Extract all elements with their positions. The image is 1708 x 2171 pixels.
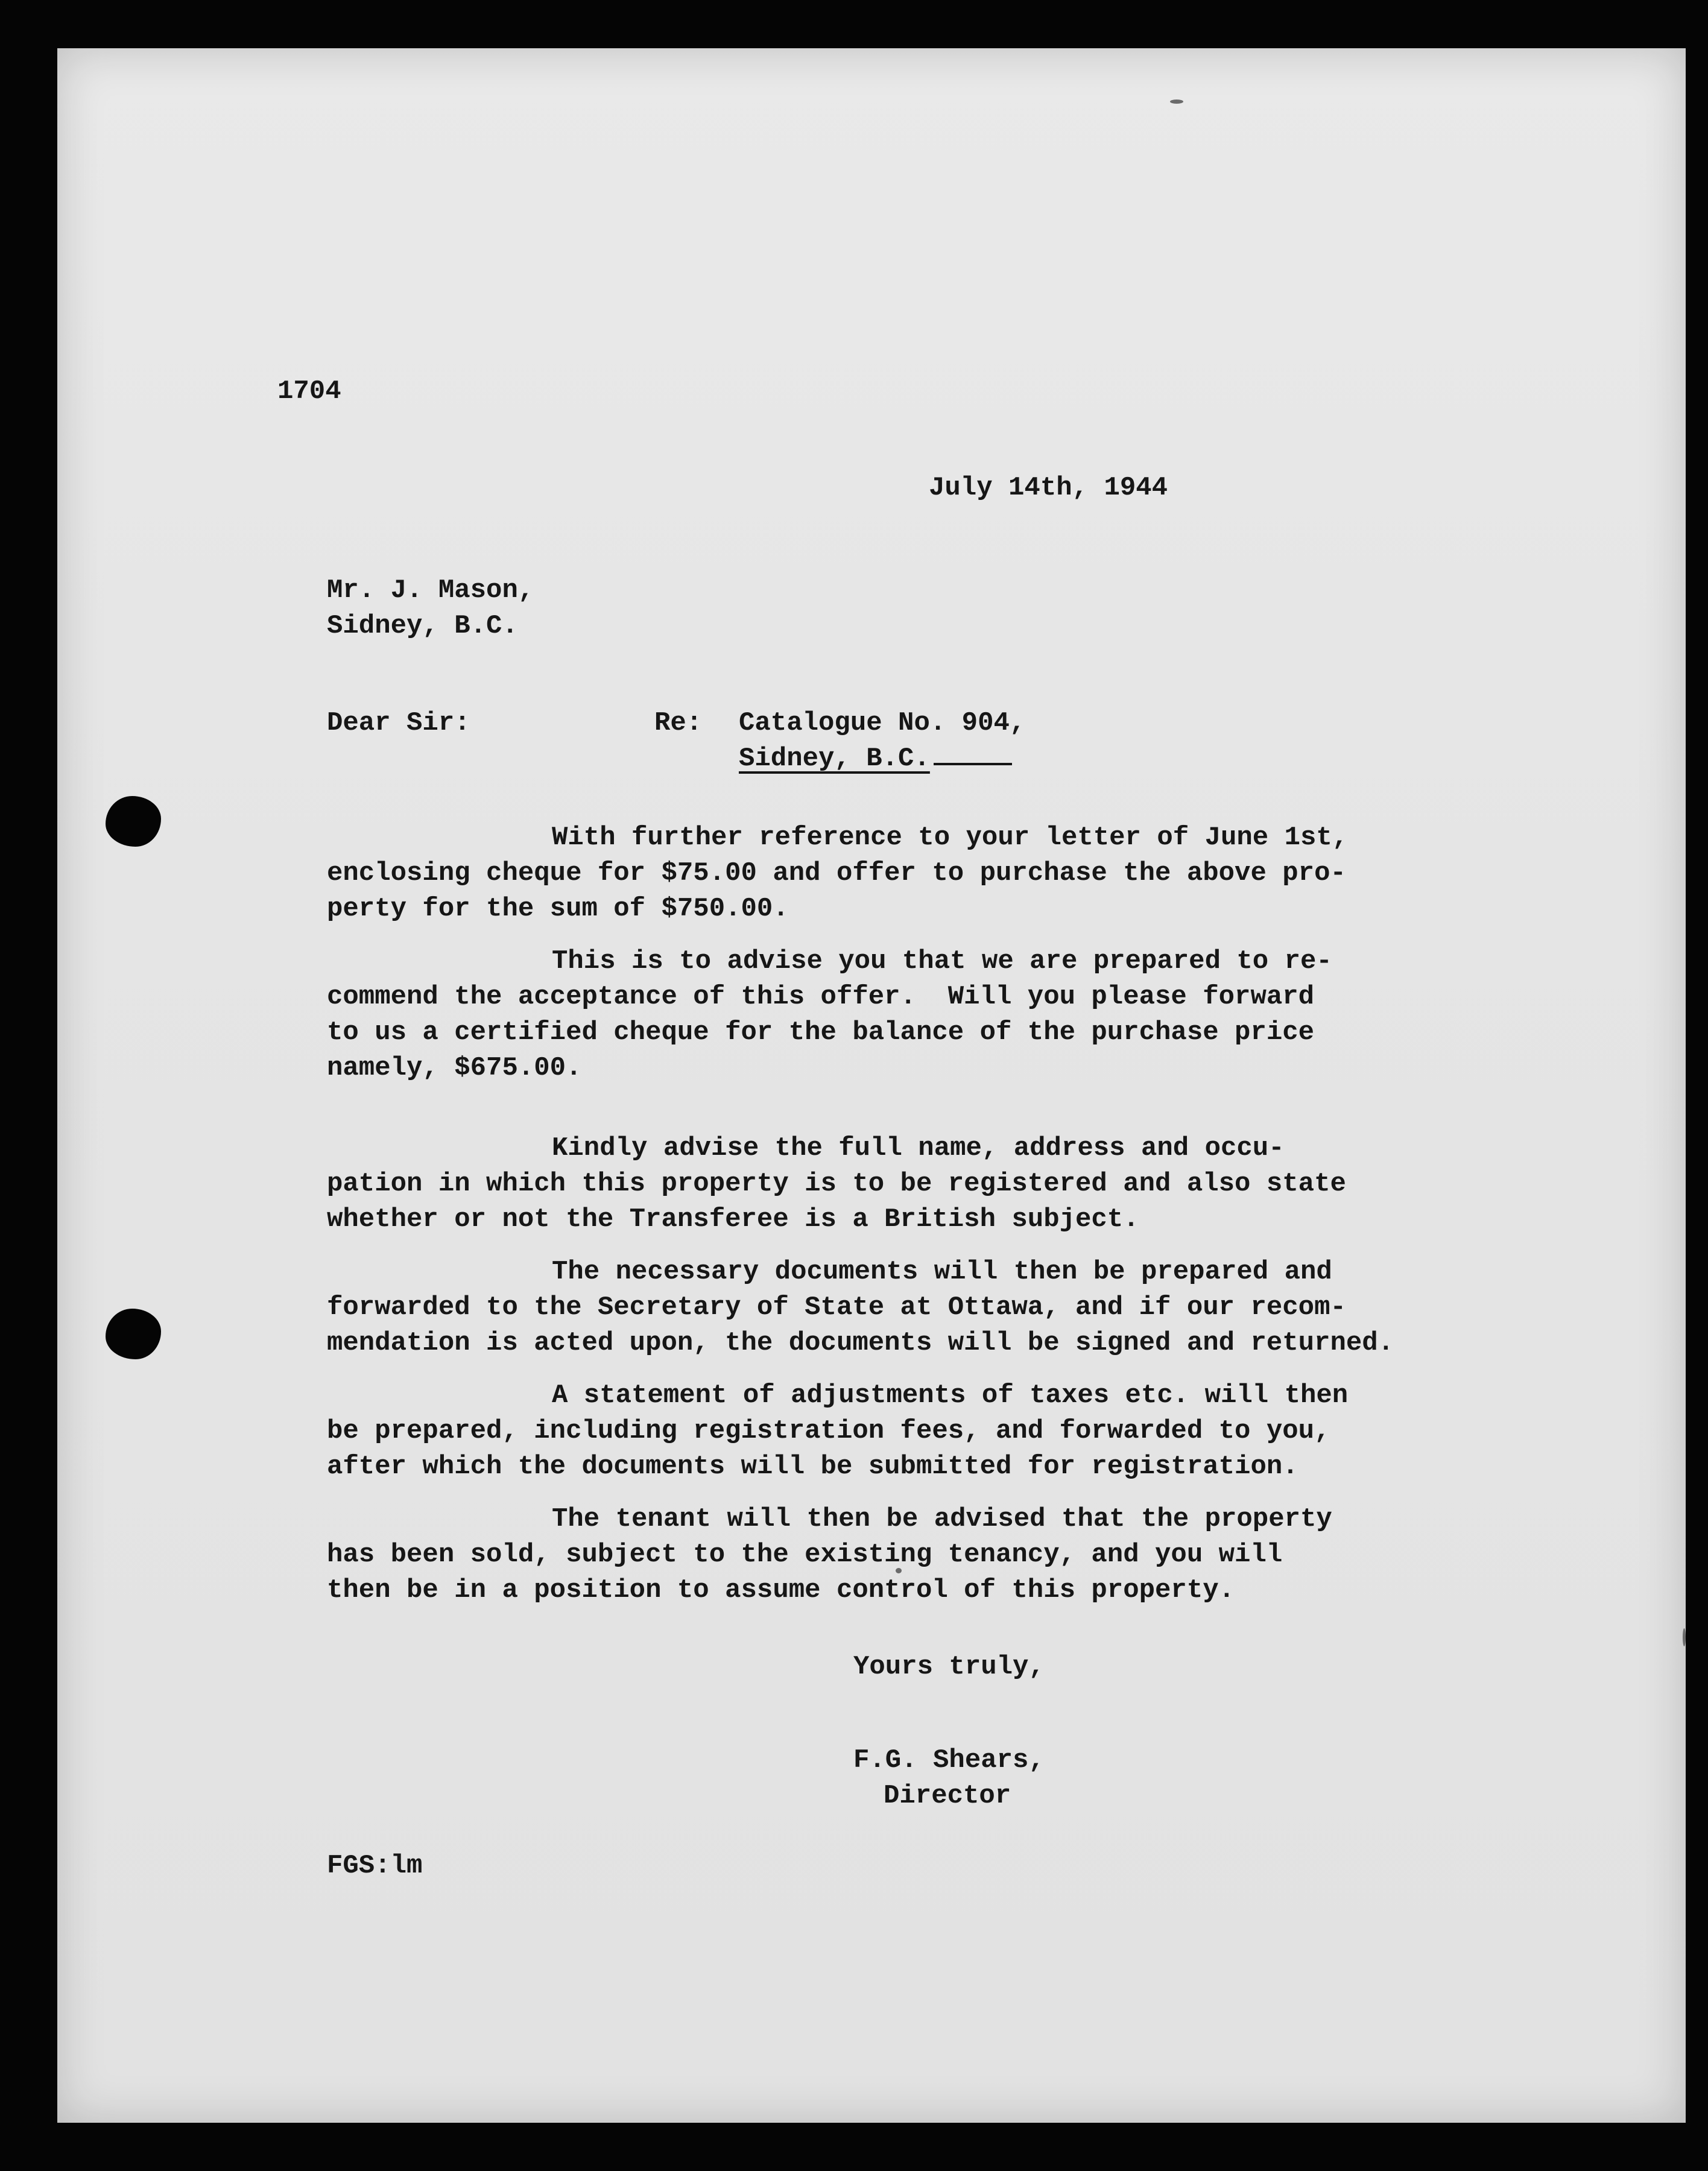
signatory-name: F.G. Shears, [853, 1745, 1045, 1775]
paragraph-4-line-3: mendation is acted upon, the documents will be signed and returned. [327, 1328, 1394, 1358]
punch-hole-top [106, 796, 161, 847]
file-number: 1704 [277, 376, 341, 406]
salutation: Dear Sir: [327, 708, 470, 738]
subject-catalogue: Catalogue No. 904, [739, 708, 1026, 738]
paragraph-6-line-3: then be in a position to assume control of this property. [327, 1575, 1235, 1605]
paper-speck [1683, 1628, 1686, 1646]
paragraph-3-line-2: pation in which this property is to be registered and also state [327, 1169, 1346, 1199]
letter-page [57, 48, 1686, 2123]
recipient-name: Mr. J. Mason, [327, 575, 534, 605]
reference-initials: FGS:lm [327, 1851, 423, 1881]
paragraph-2-line-3: to us a certified cheque for the balance of the purchase price [327, 1017, 1315, 1048]
paragraph-3-line-3: whether or not the Transferee is a British subject. [327, 1204, 1139, 1234]
paper-speck [1170, 100, 1183, 104]
paragraph-2-line-4: namely, $675.00. [327, 1053, 582, 1083]
paragraph-5-line-3: after which the documents will be submitted for registration. [327, 1452, 1298, 1482]
paragraph-1-line-1: With further reference to your letter of June 1st, [552, 823, 1349, 853]
subject-location [739, 741, 1012, 777]
paragraph-1-line-2: enclosing cheque for $75.00 and offer to purchase the above pro- [327, 858, 1346, 888]
paragraph-5-line-1: A statement of adjustments of taxes etc. will then [552, 1380, 1349, 1411]
paragraph-5-line-2: be prepared, including registration fees, and forwarded to you, [327, 1416, 1330, 1446]
paragraph-2-line-2: commend the acceptance of this offer. Will you please forward [327, 982, 1315, 1012]
paragraph-4-line-2: forwarded to the Secretary of State at Ottawa, and if our recom- [327, 1292, 1346, 1323]
paragraph-6-line-1: The tenant will then be advised that the property [552, 1504, 1332, 1534]
subject-location-text: Sidney, B.C. [739, 744, 930, 774]
recipient-location: Sidney, B.C. [327, 611, 518, 641]
signatory-title: Director [884, 1781, 1011, 1811]
paragraph-4-line-1: The necessary documents will then be prepared and [552, 1257, 1332, 1287]
paragraph-6-line-2: has been sold, subject to the existing tenancy, and you will [327, 1540, 1283, 1570]
paragraph-1-line-3: perty for the sum of $750.00. [327, 894, 789, 924]
subject-underline [934, 763, 1012, 765]
closing: Yours truly, [853, 1652, 1045, 1682]
paragraph-2-line-1: This is to advise you that we are prepared to re- [552, 946, 1332, 976]
letter-date: July 14th, 1944 [929, 473, 1168, 503]
subject-re-label: Re: [654, 708, 703, 738]
paragraph-3-line-1: Kindly advise the full name, address and occu- [552, 1133, 1285, 1163]
punch-hole-bottom [106, 1309, 161, 1359]
